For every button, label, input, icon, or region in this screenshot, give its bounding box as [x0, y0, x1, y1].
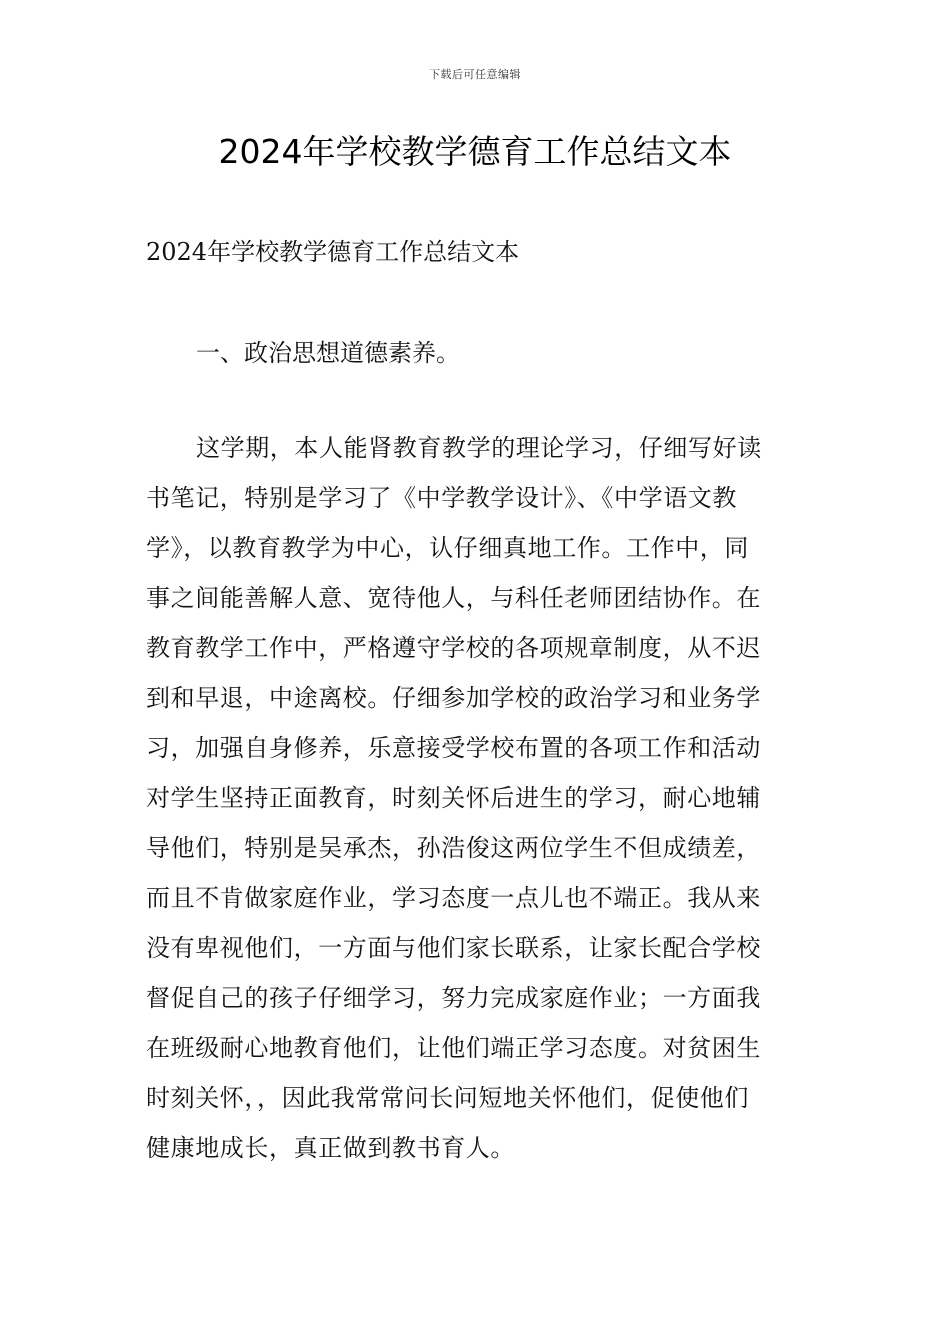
- body-line: 时刻关怀，，因此我常常问长问短地关怀他们，促使他们: [146, 1084, 749, 1112]
- body-line: 学》，以教育教学为中心，认仔细真地工作。工作中，同: [146, 534, 749, 562]
- body-line: 导他们，特别是吴承杰，孙浩俊这两位学生不但成绩差，: [146, 834, 761, 862]
- body-line: 书笔记，特别是学习了《中学教学设计》、《中学语文教: [146, 484, 737, 512]
- body-line: 没有卑视他们，一方面与他们家长联系，让家长配合学校: [146, 934, 761, 962]
- body-line: 在班级耐心地教育他们，让他们端正学习态度。对贫困生: [146, 1034, 761, 1062]
- body-line: 事之间能善解人意、宽待他人，与科任老师团结协作。在: [146, 584, 761, 612]
- body-line: 习，加强自身修养，乐意接受学校布置的各项工作和活动: [146, 734, 761, 762]
- header-note: 下载后可任意编辑: [429, 68, 521, 81]
- document-title: 2024年学校教学德育工作总结文本: [218, 132, 732, 171]
- body-line: 这学期，本人能肾教育教学的理论学习，仔细写好读: [196, 434, 762, 462]
- body-line: 到和早退，中途离校。仔细参加学校的政治学习和业务学: [146, 684, 761, 712]
- body-line: 健康地成长，真正做到教书育人。: [146, 1134, 515, 1162]
- body-line: 督促自己的孩子仔细学习，努力完成家庭作业；一方面我: [146, 984, 761, 1012]
- body-line: 教育教学工作中，严格遵守学校的各项规章制度，从不迟: [146, 634, 761, 662]
- body-line: 而且不肯做家庭作业，学习态度一点儿也不端正。我从来: [146, 884, 761, 912]
- document-subtitle: 2024年学校教学德育工作总结文本: [146, 238, 520, 266]
- body-paragraph: [146, 428, 806, 1178]
- section-heading: 一、政治思想道德素养。: [196, 339, 460, 367]
- body-line: 对学生坚持正面教育，时刻关怀后进生的学习，耐心地辅: [146, 784, 761, 812]
